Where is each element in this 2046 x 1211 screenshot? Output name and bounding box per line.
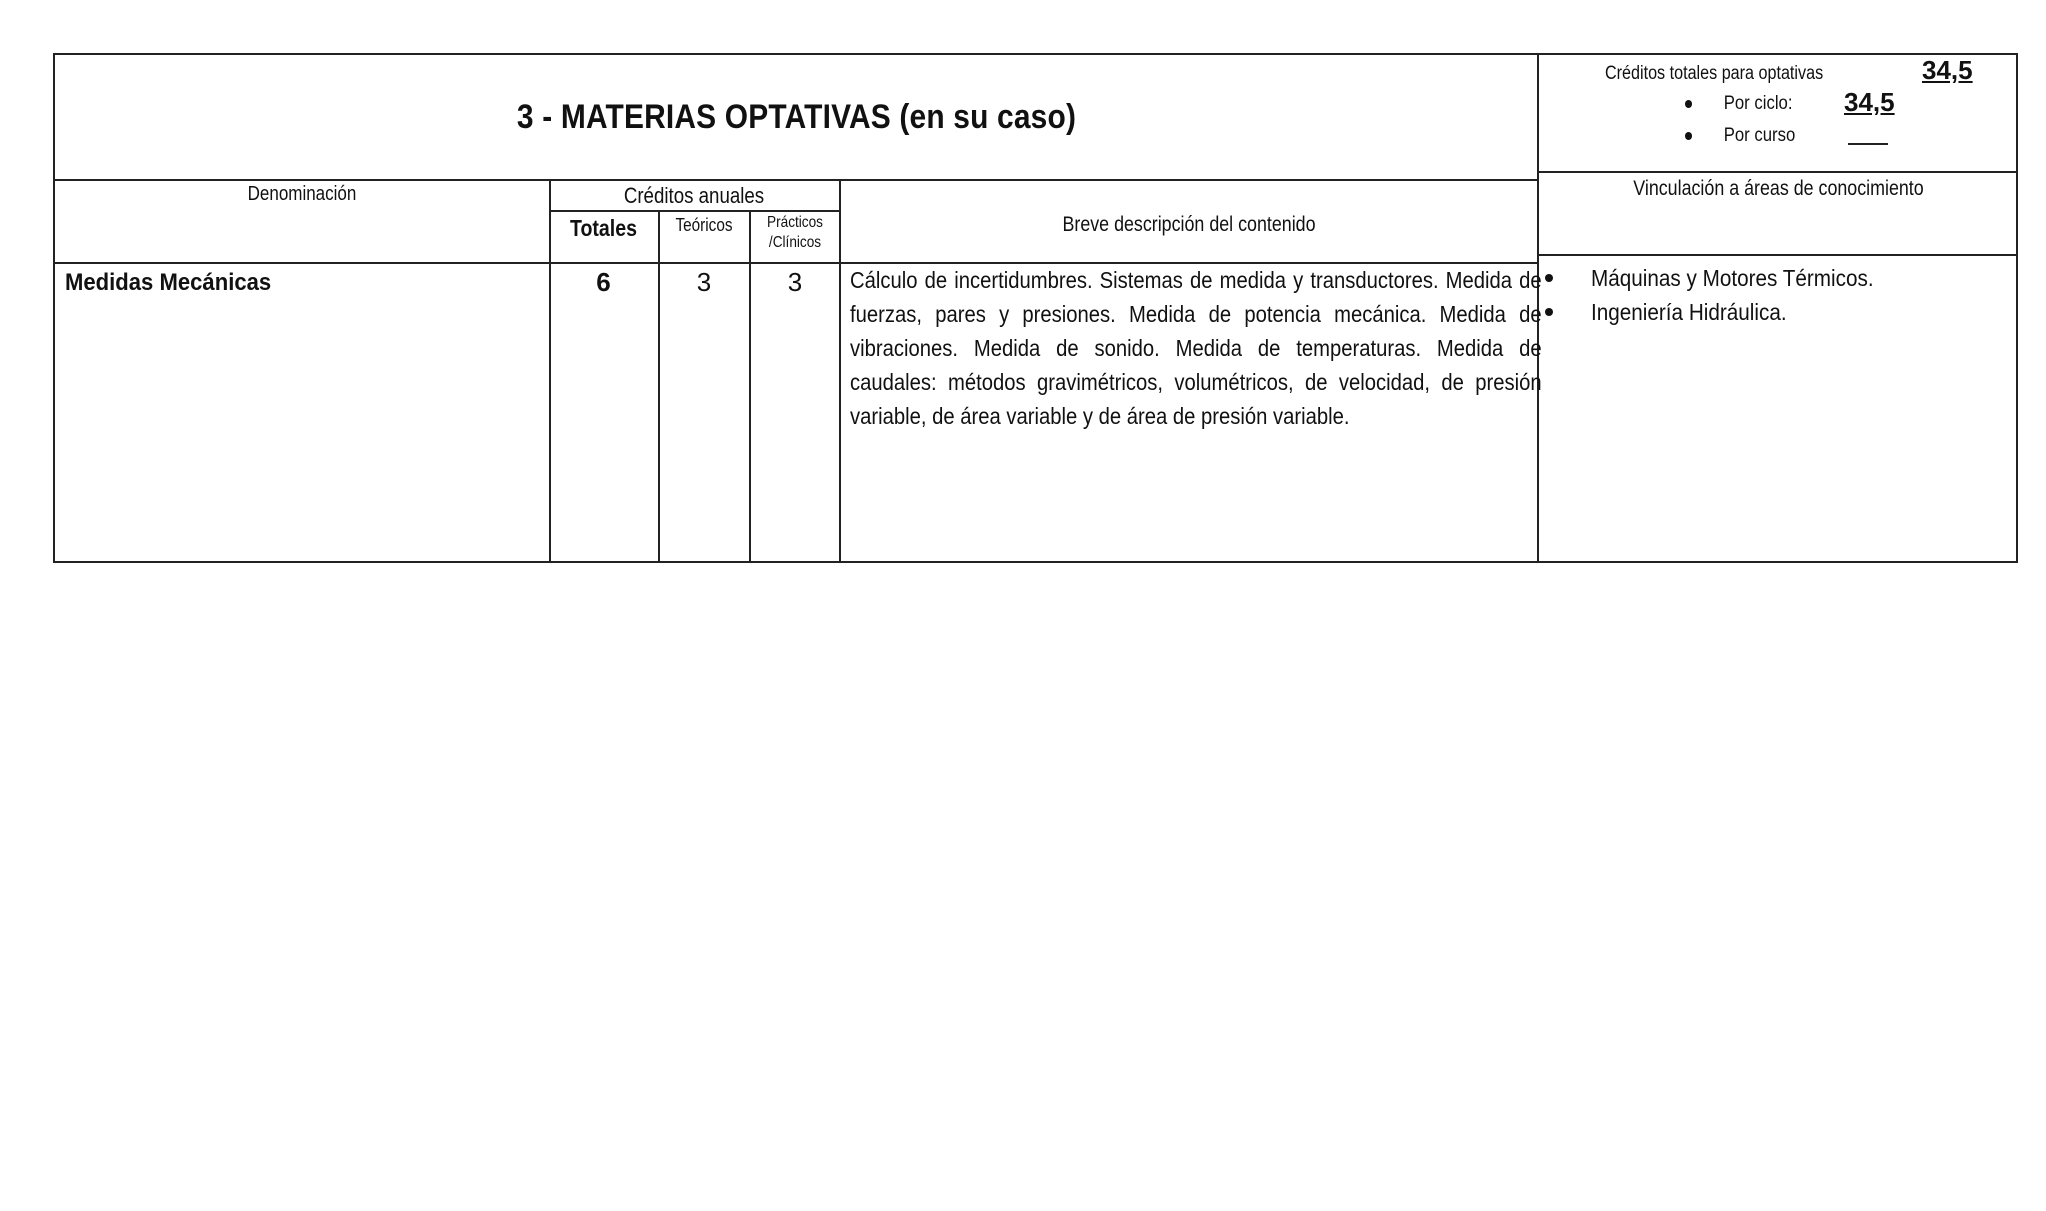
header-teoricos: Teóricos <box>675 215 733 235</box>
divider <box>749 211 751 563</box>
area-text: Ingeniería Hidráulica. <box>1591 298 1787 325</box>
row-areas-list <box>1543 261 2013 329</box>
area-text: Máquinas y Motores Térmicos. <box>1591 264 1874 291</box>
divider <box>549 180 551 563</box>
row-denominacion: Medidas Mecánicas <box>65 269 272 296</box>
row-totales: 6 <box>596 267 611 297</box>
row-descripcion: Cálculo de incertidumbres. Sistemas de medida y transductores. Medida de fuerzas, pares y presiones. Medida de potencia mecánica. Medida de vibraciones. Medida de sonido. Medida de temperaturas. Medida de caudales: métodos gravimétricos, volumétricos, de velocidad, de presión variable, de área variable y de área de presión variable. <box>850 267 1542 429</box>
area-item <box>1543 295 2013 329</box>
divider <box>55 179 1537 181</box>
header-descripcion: Breve descripción del contenido <box>1062 213 1316 236</box>
por-ciclo-row <box>1685 93 1792 115</box>
row-practicos: 3 <box>787 267 803 297</box>
por-curso-label: Por curso <box>1723 125 1796 146</box>
por-curso-row <box>1685 125 1795 147</box>
row-teoricos: 3 <box>696 267 712 297</box>
optional-subjects-table <box>53 53 2018 563</box>
bullet-icon <box>1685 132 1692 140</box>
area-item <box>1543 261 2013 295</box>
por-ciclo-label: Por ciclo: <box>1723 93 1793 114</box>
divider <box>1537 254 2018 256</box>
header-practicos: Prácticos /Clínicos <box>767 214 823 251</box>
divider <box>658 211 660 563</box>
por-ciclo-value: 34,5 <box>1844 87 1895 117</box>
bullet-icon <box>1545 274 1553 282</box>
header-vinculacion: Vinculación a áreas de conocimiento <box>1633 177 1924 200</box>
credits-total-label: Créditos totales para optativas <box>1605 63 1824 84</box>
header-totales: Totales <box>569 215 637 241</box>
por-curso-blank <box>1848 143 1888 145</box>
divider <box>1537 171 2018 173</box>
section-title: 3 - MATERIAS OPTATIVAS (en su caso) <box>516 98 1077 136</box>
bullet-icon <box>1545 308 1553 316</box>
divider <box>839 180 841 563</box>
credits-summary <box>1542 55 2018 171</box>
bullet-icon <box>1685 100 1692 108</box>
credits-total-value: 34,5 <box>1922 55 1973 85</box>
header-creditos-anuales: Créditos anuales <box>623 183 765 208</box>
header-denominacion: Denominación <box>247 183 357 205</box>
